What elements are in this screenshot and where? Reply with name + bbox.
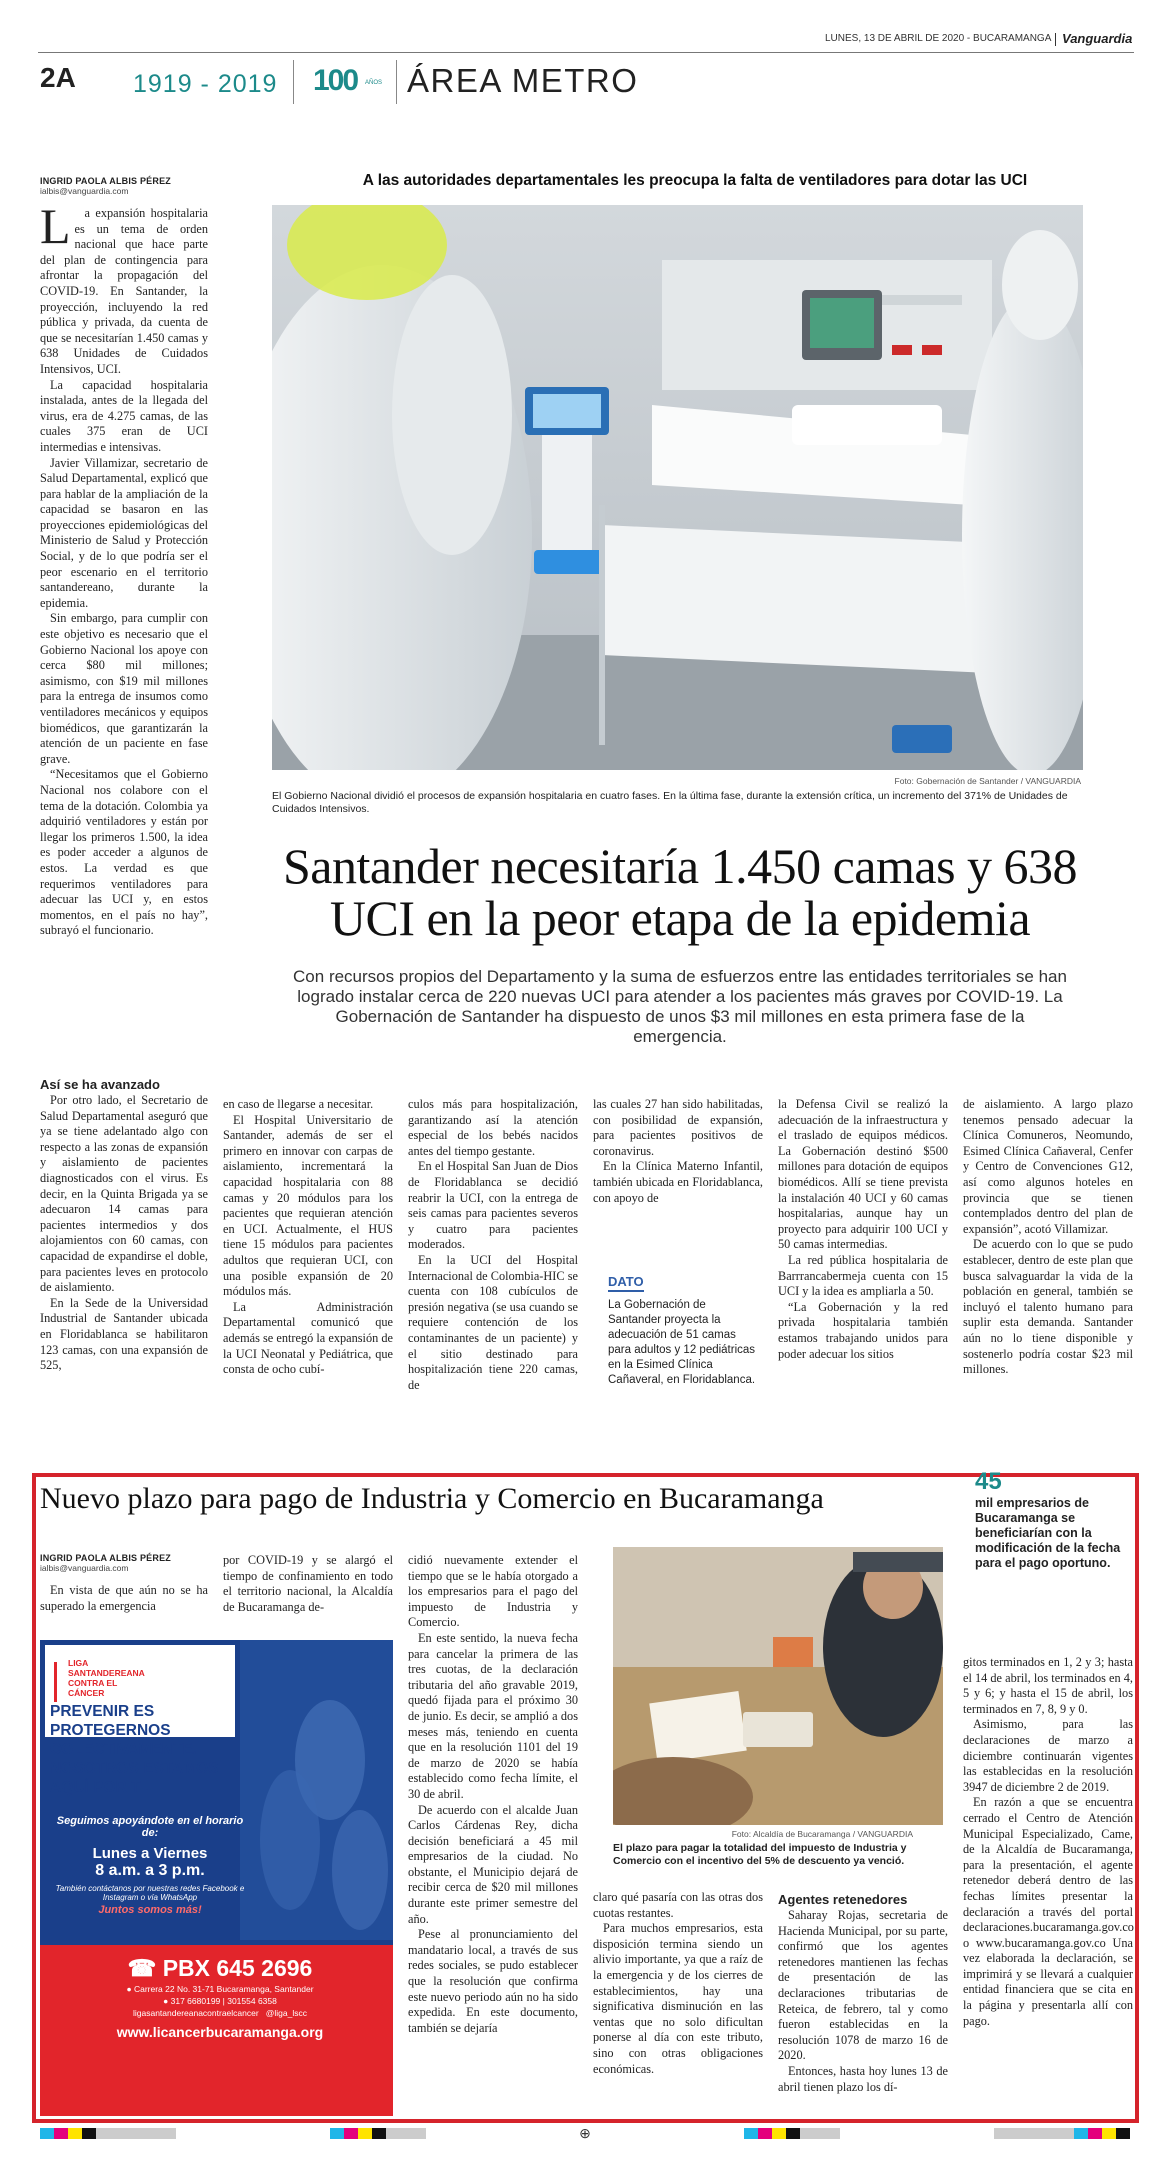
dateline-divider — [1055, 33, 1056, 46]
paragraph: claro qué pasaría con las otras dos cuotas restantes. — [593, 1890, 763, 1920]
paragraph: En razón a que se encuentra cerrado el Centro de Atención Municipal Especializado, Came, de la Alcaldía de Bucaramanga, para la presentación, el agente retenedor deberá dentro de las fechas límites presentar la declaración a través del portal declaraciones.bucaramanga.gov.co o www.bucaramanga.gov.co Una vez elaborada la declaración, se imprimirá y se llevará a cualquier entidad financiera que se cita en la página y presentarla allí con pago. — [963, 1795, 1134, 2028]
dato-box — [608, 1273, 758, 1388]
whatsapp-icon: ● — [163, 1996, 171, 2006]
header-divider — [293, 60, 294, 104]
paragraph: de aislamiento. A largo plazo tenemos pensado adecuar la Clínica Comuneros, Neomundo, Esimed Clínica Cañaveral, Cenfer y Centro de Convenciones G12, así como algunos hoteles en provincia que se tienen contemplados dentro del plan de expansión”, acotó Villamizar. — [963, 1097, 1133, 1236]
photo-credit: Foto: Gobernación de Santander / VANGUARDIA — [894, 776, 1081, 786]
paragraph: En la UCI del Hospital Internacional de Colombia-HIC se cuenta con 108 cubículos de presión negativa (se usa cuando se requiere contención de los contaminantes de un paciente) y el sitio destinado para hospitalización tiene 220 camas, de — [408, 1252, 578, 1392]
paragraph: Saharay Rojas, secretaria de Hacienda Municipal, por su parte, confirmó que los agentes retenedores mantienen las fechas de presentación de las declaraciones tributarias de Reteica, de febrero, tal y como fueron establecidas en la resolución 1078 de marzo 16 de 2020. — [778, 1908, 948, 2063]
ribbon-icon — [54, 1662, 57, 1702]
second-photo-credit: Foto: Alcaldía de Bucaramanga / VANGUARDIA — [731, 1829, 913, 1839]
paragraph: culos más para hospitalización, garantizando así la atención especial de los bebés nacidos antes del tiempo gestante. — [408, 1097, 578, 1158]
paragraph: En la Clínica Materno Infantil, también ubicada en Floridablanca, con apoyo de — [593, 1159, 763, 1205]
kicker: A las autoridades departamentales les preocupa la falta de ventiladores para dotar las UCI — [362, 172, 1028, 189]
print-registration-bar — [40, 2125, 1130, 2141]
centenary-logo-sub: AÑOS — [365, 80, 383, 86]
ad-hours-range: 8 a.m. a 3 p.m. — [95, 1862, 205, 1879]
paragraph: las cuales 27 han sido habilitadas, con posibilidad de expansión, para pacientes positivos de coronavirus. — [593, 1097, 763, 1158]
paragraph: “Necesitamos que el Gobierno Nacional nos colabore con el tema de la dotación. Colombia ya adquirió ventiladores y están por llegar los primeros 1.500, la idea es poder acceder a algunos de estos. La verdad es que requerimos ventiladores para adecuar las UCI y, en estos momentos, en el país no hay”, subrayó el funcionario. — [40, 767, 208, 938]
paragraph: por COVID-19 y se alargó el tiempo de confinamiento en todo el territorio nacional, la Alcaldía de Bucaramanga de- — [223, 1553, 393, 1614]
centenary-logo — [313, 64, 383, 100]
paragraph: Pese al pronunciamiento del mandatario local, a través de sus redes sociales, se pudo establecer que la resolución que confirma este nuevo periodo aún no ha sido expedida. En este documento, también se dejaría — [408, 1927, 578, 2035]
byline-email: ialbis@vanguardia.com — [40, 1563, 129, 1573]
ad-instagram[interactable]: @liga_lscc — [265, 2008, 308, 2018]
cancer-league-ad[interactable] — [40, 1640, 393, 2116]
centenary-years: 1919 - 2019 — [133, 70, 278, 98]
byline-email: ialbis@vanguardia.com — [40, 186, 129, 196]
body-column-3 — [408, 1097, 578, 1393]
color-swatch-group — [744, 2128, 840, 2139]
dato-label: DATO — [608, 1274, 644, 1292]
ad-contact — [60, 1955, 380, 2040]
ad-phone[interactable] — [60, 1955, 380, 1982]
headline — [240, 840, 1120, 944]
paragraph: Entonces, hasta hoy lunes 13 de abril tienen plazo los dí- — [778, 2063, 948, 2094]
paragraph: La red pública hospitalaria de Barrrancabermeja cuenta con 15 UCI y la idea es ampliarla a 50. — [778, 1252, 948, 1299]
headline-line-2: UCI en la peor etapa de la epidemia — [329, 890, 1031, 946]
second-column-3 — [408, 1553, 578, 2036]
paragraph: “La Gobernación y la red privada hospitalaria también estamos trabajando unidos para poder adecuar los sitios — [778, 1299, 948, 1361]
body-column-4 — [593, 1097, 763, 1206]
paragraph: Por otro lado, el Secretario de Salud Departamental aseguró que ya se tiene adelantado algo con respecto a las zonas de expansión y aislamiento de pacientes diagnosticados con el virus. Es decir, en la Quinta Brigada ya se adecuaron 14 camas para pacientes intermedios y dos alojamientos con 60 camas, con capacidad de expandirse el doble, para pacientes leves en protocolo de aislamiento. — [40, 1093, 208, 1295]
phone-icon: ☎ — [127, 1955, 163, 1981]
ad-org-line: CONTRA EL — [68, 1678, 118, 1688]
centenary-logo-number: 100 — [313, 64, 358, 97]
color-swatch-group — [330, 2128, 426, 2139]
second-column-2 — [223, 1553, 393, 1615]
ad-phone-number: PBX 645 2696 — [162, 1955, 313, 1981]
ad-cellphones: ● 317 6680199 | 301554 6358 — [163, 1996, 277, 2006]
ad-slogan: Juntos somos más! — [98, 1904, 202, 1916]
icu-room-image — [272, 205, 1083, 770]
ad-headline: PREVENIR ES PROTEGERNOS COLECTIVAMENTE. NOSOTROS ESTAMOS AQUÍ POR TI. — [50, 1703, 219, 1796]
paragraph: En el Hospital San Juan de Dios de Floridablanca se decidió reabrir la UCI, con la entrega de seis camas para pacientes severos y cuatro para pacientes moderados. — [408, 1159, 578, 1252]
ad-org — [68, 1658, 145, 1698]
paragraph: De acuerdo con el alcalde Juan Carlos Cárdenas Rey, dicha decisión beneficiará a 45 mil empresarios de la ciudad. No obstante, el Municipio dejará de recibir cerca de $20 mil millones durante este primer semestre del año. — [408, 1802, 578, 1926]
second-headline: Nuevo plazo para pago de Industria y Comercio en Bucaramanga — [40, 1482, 824, 1515]
lead-paragraph: Con recursos propios del Departamento y la suma de esfuerzos entre las entidades territoriales se han logrado instalar cerca de 220 nuevas UCI para atender a los pacientes más graves por COVID-19. La Gobernación de Santander ha dispuesto de unos $3 mil millones en esta primera fase de la emergencia. — [293, 967, 1067, 1046]
location-icon: ● — [126, 1984, 134, 1994]
ad-hours — [50, 1815, 250, 1916]
brand-logo: Vanguardia — [1062, 31, 1133, 46]
ad-cell-1: 317 6680199 — [170, 1996, 221, 2006]
paragraph: El Hospital Universitario de Santander, además de ser el primero en innovar con carpas de aislamiento, incrementará la capacidad hospitalaria con 88 camas y 20 módulos para los pacientes que requieran atención en UCI. Actualmente, el HUS tiene 15 módulos para pacientes adultos que requieran UCI, con una posible expansión de 20 módulos más. — [223, 1112, 393, 1299]
section-title: ÁREA METRO — [407, 62, 639, 99]
ad-org-line: SANTANDEREANA — [68, 1668, 145, 1678]
main-photo — [272, 205, 1083, 770]
photo-caption: El Gobierno Nacional dividió el procesos de expansión hospitalaria en cuatro fases. En la última fase, durante la extensión crítica, un incremento del 371% de Unidades de Cuidados Intensivos. — [272, 790, 1068, 815]
ad-days: Lunes a Viernes — [92, 1845, 208, 1862]
ad-cell-2: 301554 6358 — [227, 1996, 277, 2006]
dato-text: La Gobernación de Santander proyecta la adecuación de 51 camas para adultos y 12 pediátricas en la Esimed Clínica Cañaveral, en Floridablanca. — [608, 1299, 756, 1386]
ad-website[interactable]: www.licancerbucaramanga.org — [116, 2024, 324, 2040]
ad-org-line: CÁNCER — [68, 1688, 105, 1698]
tax-office-image — [613, 1547, 943, 1825]
paragraph: La capacidad hospitalaria instalada, antes de la llegada del virus, era de 4.275 camas, de las cuales 375 eran de UCI intermedias e intensivas. — [40, 377, 208, 454]
paragraph: De acuerdo con lo que se pudo establecer, dentro de este plan que busca salvaguardar la vida de la población en general, también se incluyó el talento humano para suplir esta demanda. Santander aún no lo tiene disponible y sostenerlo podría costar $23 mil millones. — [963, 1237, 1133, 1377]
subhead: Así se ha avanzado — [40, 1077, 160, 1092]
paragraph: Asimismo, para las declaraciones de marzo a diciembre continuarán vigentes las establecidas en la resolución 3947 de diciembre 2 de 2019. — [963, 1717, 1133, 1794]
second-photo — [613, 1547, 943, 1825]
ad-address — [60, 1984, 380, 1994]
second-byline — [40, 1553, 171, 1573]
byline-name: INGRID PAOLA ALBIS PÉREZ — [40, 1553, 171, 1563]
second-column-5 — [778, 1890, 948, 2095]
paragraph: en caso de llegarse a necesitar. — [223, 1097, 374, 1111]
second-column-4 — [593, 1890, 763, 2077]
registration-mark-icon: ⊕ — [579, 2125, 591, 2141]
header-divider — [396, 60, 397, 104]
dateline: LUNES, 13 DE ABRIL DE 2020 - BUCARAMANGA — [825, 33, 1052, 44]
header-rule — [38, 52, 1134, 53]
left-column — [40, 198, 208, 939]
paragraph: Javier Villamizar, secretario de Salud Departamental, explicó que para hablar de la ampliación de la capacidad se basaron en las proyecciones epidemiológicas del Ministerio de Salud y Protección Social, y de lo que podría ser el peor escenario en el territorio santandereano, durante la epidemia. — [40, 455, 208, 610]
paragraph: Sin embargo, para cumplir con este objetivo es necesario que el Gobierno Nacional los apoye con cerca $80 mil millones; asimismo, con $19 mil millones para la entrega de insumos como ventiladores mecánicos y equipos biomédicos, que garantizarán la atención de un paciente en fase grave. — [40, 611, 208, 766]
stat-number: 45 — [975, 1468, 1002, 1495]
second-photo-caption: El plazo para pagar la totalidad del impuesto de Industria y Comercio con el incentivo del 5% de descuento ya venció. — [613, 1842, 907, 1867]
body-column-6 — [963, 1097, 1133, 1378]
color-swatch-group — [40, 2128, 176, 2139]
stat-text: mil empresarios de Bucaramanga se beneficiarían con la modificación de la fecha para el pago oportuno. — [975, 1496, 1121, 1570]
body-column-1 — [40, 1075, 208, 1374]
drop-cap: L — [40, 198, 71, 254]
paragraph: Para muchos empresarios, esta disposición termina siendo un alivio importante, ya que a raíz de la emergencia y de los cierres de establecimientos, hay una significativa disminución en las ventas que no solo dificultan ponerse al día con este tributo, sino con otras obligaciones económicas. — [593, 1921, 763, 2076]
second-column-1 — [40, 1583, 208, 1614]
paragraph: a expansión hospitalaria es un tema de orden nacional que hace parte del plan de contingencia para afrontar la propagación del COVID-19. En Santander, la proyección, incluyendo la red pública y privada, da cuenta de que se necesitarían 1.450 camas y 638 Unidades de Cuidados Intensivos, UCI. — [40, 206, 208, 376]
ad-org-line: LIGA — [68, 1658, 89, 1668]
page-number: 2A — [40, 62, 76, 93]
ad-address-text: Carrera 22 No. 31-71 Bucaramanga, Santander — [133, 1984, 314, 1994]
paragraph: La Administración Departamental comunicó que además se entregó la expansión de la UCI Neonatal y Pediátrica, que consta de ocho cubí- — [223, 1299, 393, 1377]
subhead: Agentes retenedores — [778, 1892, 908, 1907]
second-column-6 — [963, 1655, 1133, 2029]
ad-facebook[interactable]: ligasantandereanacontraelcancer — [132, 2008, 259, 2018]
byline — [40, 176, 171, 196]
ad-social-note: También contáctanos por nuestras redes Facebook e Instagram o vía WhatsApp — [55, 1884, 245, 1902]
paragraph: En este sentido, la nueva fecha para cancelar la primera de las tres cuotas, de la declaración tributaria del año gravable 2019, quedó fijada para el próximo 30 de junio. Es decir, se amplió a dos meses más, teniendo en cuenta que en la resolución 1101 del 19 de marzo de 2020 se había establecido como fecha límite, el 30 de abril. — [408, 1630, 578, 1801]
paragraph: En la Sede de la Universidad Industrial de Santander ubicada en Floridablanca se habilitaron 123 camas, con una expansión de 525, — [40, 1295, 208, 1373]
byline-name: INGRID PAOLA ALBIS PÉREZ — [40, 176, 171, 186]
color-swatch-group — [994, 2128, 1130, 2139]
paragraph: gitos terminados en 1, 2 y 3; hasta el 14 de abril, los terminados en 4, 5 y 6; y hasta el 15 de abril, los terminados en 7, 8, 9 y 0. — [963, 1655, 1133, 1716]
headline-line-1: Santander necesitaría 1.450 camas y 638 — [282, 838, 1078, 894]
paragraph: la Defensa Civil se realizó la adecuación de la infraestructura y el traslado de equipos médicos. La Gobernación destinó $500 millones para dotación de equipos biomédicos. Allí se tiene prevista la instalación 40 UCI y 60 camas hospitalarias, aunque hay un proyecto para adquirir 100 UCI y 50 camas intermedias. — [778, 1097, 948, 1252]
body-column-5 — [778, 1097, 948, 1362]
paragraph: En vista de que aún no se ha superado la emergencia — [40, 1583, 208, 1613]
ad-hours-intro: Seguimos apoyándote en el horario de: — [56, 1815, 244, 1839]
ad-social — [60, 2008, 380, 2018]
paragraph: cidió nuevamente extender el tiempo que se le había otorgado a los empresarios para el pago del impuesto de Industria y Comercio. — [408, 1553, 578, 1630]
body-column-2 — [223, 1097, 393, 1378]
